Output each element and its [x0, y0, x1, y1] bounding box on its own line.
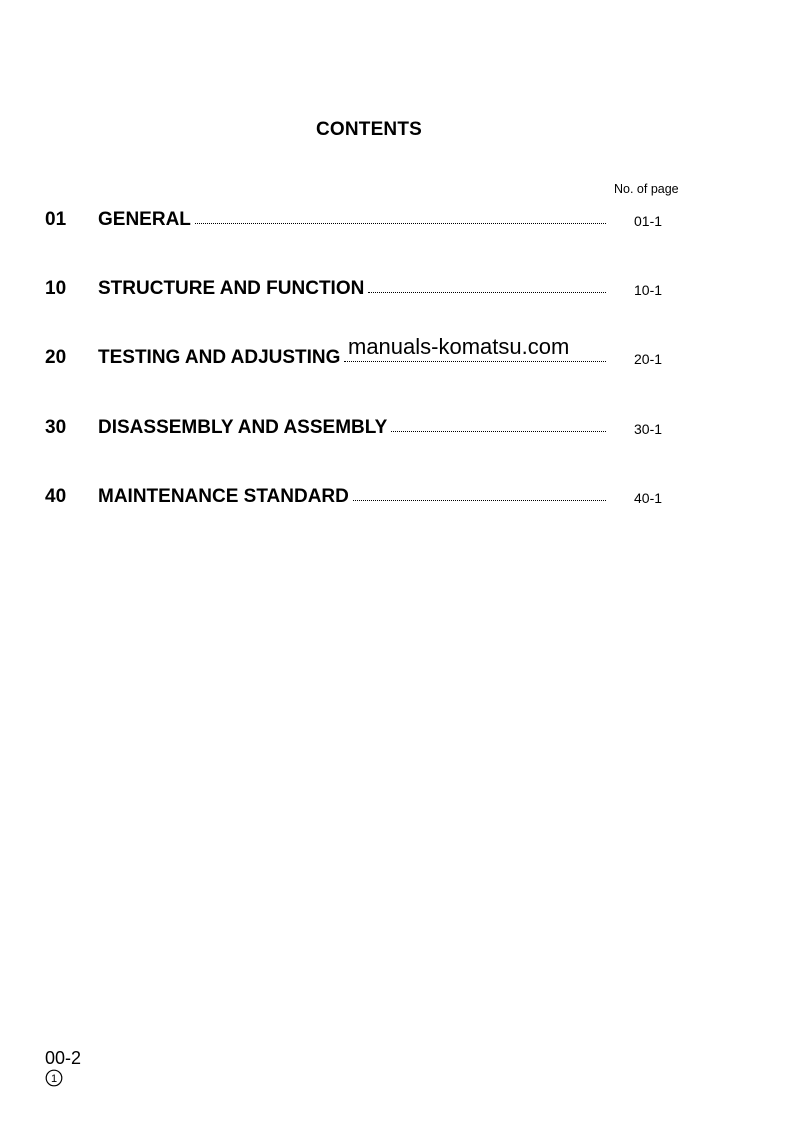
- toc-entry-maintenance-standard[interactable]: [45, 486, 685, 512]
- toc-dot-leader: [368, 292, 606, 293]
- toc-dot-leader: [195, 223, 606, 224]
- toc-section-title: GENERAL: [98, 209, 191, 230]
- toc-entry-structure-and-function[interactable]: [45, 278, 685, 304]
- page-column-header: No. of page: [614, 182, 679, 196]
- toc-section-number: 20: [45, 347, 67, 368]
- toc-page-number: 10-1: [634, 282, 663, 298]
- toc-entry-disassembly-and-assembly[interactable]: [45, 417, 685, 443]
- toc-section-title: STRUCTURE AND FUNCTION: [98, 278, 365, 299]
- toc-section-number: 30: [45, 417, 67, 438]
- toc-title-wrap: [98, 209, 606, 231]
- toc-section-title: DISASSEMBLY AND ASSEMBLY: [98, 417, 388, 438]
- revision-circle-icon: [45, 1069, 63, 1087]
- toc-section-number: 01: [45, 209, 67, 230]
- watermark-text: manuals-komatsu.com: [348, 334, 570, 359]
- toc-section-title: TESTING AND ADJUSTING: [98, 347, 341, 368]
- footer-page-number: 00-2: [45, 1048, 82, 1068]
- toc-page-number: 01-1: [634, 213, 663, 229]
- toc-dot-leader: [391, 431, 606, 432]
- revision-mark-text: 1: [50, 1073, 58, 1085]
- toc-dot-leader: [353, 500, 606, 501]
- toc-dot-leader: [344, 361, 606, 362]
- toc-page-number: 40-1: [634, 490, 663, 506]
- toc-section-number: 40: [45, 486, 67, 507]
- toc-title-wrap: [98, 486, 606, 508]
- toc-entry-general[interactable]: [45, 209, 685, 235]
- toc-page-number: 20-1: [634, 351, 663, 367]
- toc-title-wrap: [98, 278, 606, 300]
- toc-section-title: MAINTENANCE STANDARD: [98, 486, 349, 507]
- toc-section-number: 10: [45, 278, 67, 299]
- toc-page-number: 30-1: [634, 421, 663, 437]
- toc-title-wrap: [98, 417, 606, 439]
- page-title: CONTENTS: [315, 119, 423, 140]
